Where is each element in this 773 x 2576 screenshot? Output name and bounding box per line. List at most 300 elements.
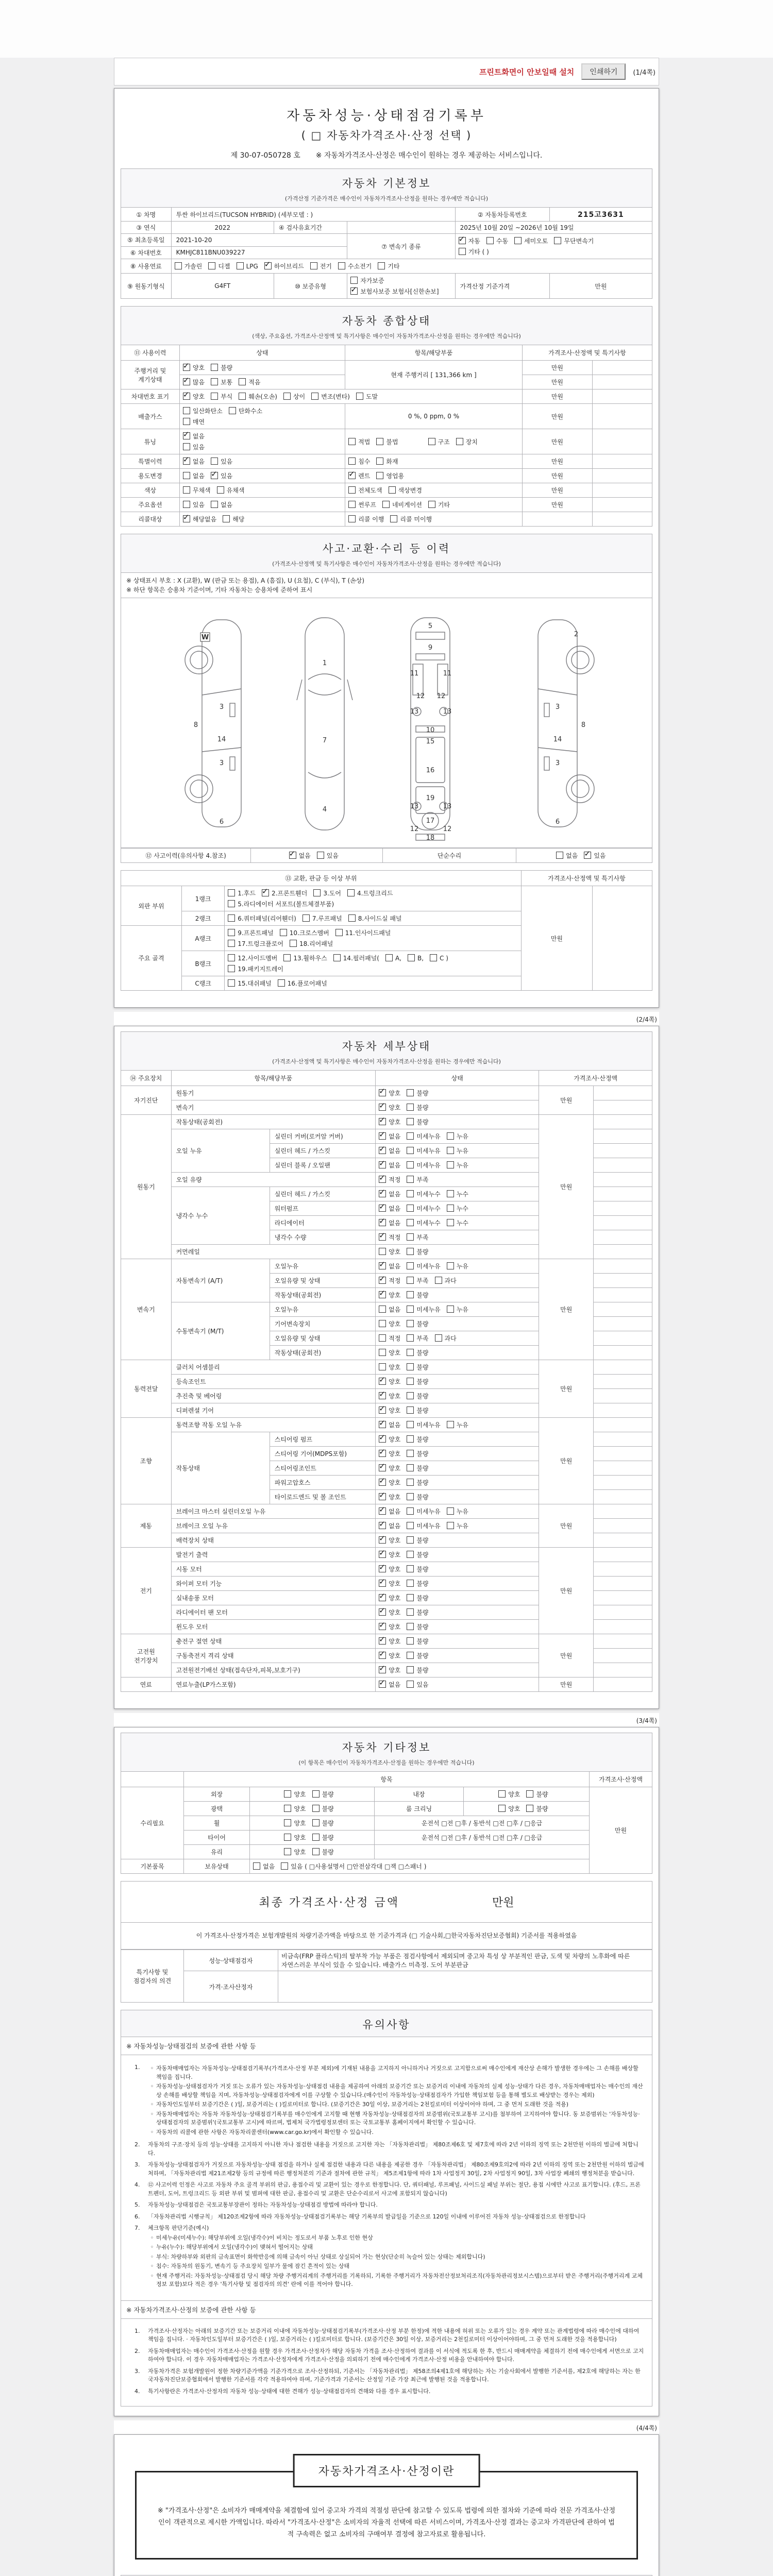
checkbox-option[interactable] xyxy=(284,1790,306,1799)
empty-checkbox-icon[interactable] xyxy=(284,1819,291,1826)
empty-checkbox-icon[interactable] xyxy=(183,443,190,450)
empty-checkbox-icon[interactable] xyxy=(407,1580,414,1587)
empty-checkbox-icon[interactable] xyxy=(447,1147,454,1154)
empty-checkbox-icon[interactable] xyxy=(175,262,182,269)
empty-checkbox-icon[interactable] xyxy=(333,954,341,961)
empty-checkbox-icon[interactable] xyxy=(447,1219,454,1226)
checkbox-option[interactable] xyxy=(447,1132,468,1141)
checkbox-option[interactable] xyxy=(379,1103,400,1112)
checked-checkbox-icon[interactable] xyxy=(379,1233,386,1241)
checkbox-option[interactable] xyxy=(208,262,230,270)
checked-checkbox-icon[interactable] xyxy=(379,1378,386,1385)
empty-checkbox-icon[interactable] xyxy=(447,1132,454,1140)
checkbox-option[interactable] xyxy=(407,1218,440,1227)
empty-checkbox-icon[interactable] xyxy=(407,1320,414,1327)
checkbox-option[interactable] xyxy=(379,1507,400,1516)
checkbox-option[interactable] xyxy=(407,1435,428,1444)
checked-checkbox-icon[interactable] xyxy=(348,472,356,479)
checked-checkbox-icon[interactable] xyxy=(379,1637,386,1645)
checkbox-option[interactable] xyxy=(459,236,480,245)
checkbox-option[interactable] xyxy=(350,287,439,296)
checkbox-option[interactable] xyxy=(347,889,393,897)
checkbox-option[interactable] xyxy=(390,515,432,523)
checked-checkbox-icon[interactable] xyxy=(459,237,466,244)
empty-checkbox-icon[interactable] xyxy=(379,1320,386,1327)
empty-checkbox-icon[interactable] xyxy=(211,457,218,465)
empty-checkbox-icon[interactable] xyxy=(407,1652,414,1659)
checkbox-option[interactable] xyxy=(379,1608,400,1617)
checkbox-option[interactable] xyxy=(379,1305,400,1314)
empty-checkbox-icon[interactable] xyxy=(435,1334,442,1342)
checked-checkbox-icon[interactable] xyxy=(379,1493,386,1500)
empty-checkbox-icon[interactable] xyxy=(486,237,494,244)
checkbox-option[interactable] xyxy=(407,1449,428,1458)
checked-checkbox-icon[interactable] xyxy=(379,1421,386,1428)
checkbox-option[interactable] xyxy=(407,1132,440,1141)
empty-checkbox-icon[interactable] xyxy=(407,1132,414,1140)
empty-checkbox-icon[interactable] xyxy=(447,1161,454,1168)
checked-checkbox-icon[interactable] xyxy=(379,1580,386,1587)
checkbox-option[interactable] xyxy=(348,486,382,495)
empty-checkbox-icon[interactable] xyxy=(223,515,230,522)
checkbox-option[interactable] xyxy=(183,363,205,372)
checkbox-option[interactable] xyxy=(379,1291,400,1299)
empty-checkbox-icon[interactable] xyxy=(385,954,393,961)
checkbox-option[interactable] xyxy=(303,914,342,923)
checkbox-option[interactable] xyxy=(407,1406,428,1415)
checkbox-option[interactable] xyxy=(379,1550,400,1559)
checkbox-option[interactable] xyxy=(407,1089,428,1097)
checkbox-option[interactable] xyxy=(378,262,399,270)
empty-checkbox-icon[interactable] xyxy=(435,1277,442,1284)
checkbox-option[interactable] xyxy=(407,1565,428,1573)
empty-checkbox-icon[interactable] xyxy=(430,954,437,961)
checkbox-option[interactable] xyxy=(556,851,578,860)
checked-checkbox-icon[interactable] xyxy=(183,432,190,439)
checkbox-option[interactable] xyxy=(223,515,244,523)
empty-checkbox-icon[interactable] xyxy=(290,940,297,947)
empty-checkbox-icon[interactable] xyxy=(379,1306,386,1313)
checked-checkbox-icon[interactable] xyxy=(379,1464,386,1471)
install-notice-text[interactable]: 프린트화면이 안보일때 설치 xyxy=(479,67,575,77)
empty-checkbox-icon[interactable] xyxy=(407,1277,414,1284)
checkbox-option[interactable] xyxy=(379,1680,400,1689)
checkbox-option[interactable] xyxy=(290,939,333,948)
checkbox-option[interactable] xyxy=(584,851,606,860)
empty-checkbox-icon[interactable] xyxy=(407,1421,414,1428)
checkbox-option[interactable] xyxy=(183,500,205,509)
empty-checkbox-icon[interactable] xyxy=(407,1147,414,1154)
empty-checkbox-icon[interactable] xyxy=(239,393,246,400)
checkbox-option[interactable] xyxy=(447,1262,468,1270)
checkbox-option[interactable] xyxy=(239,392,277,401)
checkbox-option[interactable] xyxy=(183,392,205,401)
checkbox-option[interactable] xyxy=(456,437,478,446)
checkbox-option[interactable] xyxy=(379,1348,400,1357)
checkbox-option[interactable] xyxy=(379,1666,400,1674)
checkbox-option[interactable] xyxy=(407,1594,428,1602)
checkbox-option[interactable] xyxy=(407,1262,440,1270)
checkbox-option[interactable] xyxy=(407,1146,440,1155)
checkbox-option[interactable] xyxy=(379,1651,400,1660)
checked-checkbox-icon[interactable] xyxy=(379,1652,386,1659)
empty-checkbox-icon[interactable] xyxy=(407,1248,414,1255)
checkbox-option[interactable] xyxy=(211,363,232,372)
checked-checkbox-icon[interactable] xyxy=(379,1132,386,1140)
checked-checkbox-icon[interactable] xyxy=(379,1176,386,1183)
checkbox-option[interactable] xyxy=(382,500,422,509)
empty-checkbox-icon[interactable] xyxy=(407,1594,414,1601)
checkbox-option[interactable] xyxy=(237,262,258,270)
empty-checkbox-icon[interactable] xyxy=(407,1637,414,1645)
empty-checkbox-icon[interactable] xyxy=(280,929,287,936)
empty-checkbox-icon[interactable] xyxy=(183,418,190,425)
checkbox-option[interactable] xyxy=(407,1420,440,1429)
checkbox-option[interactable] xyxy=(407,1276,428,1285)
empty-checkbox-icon[interactable] xyxy=(379,1363,386,1370)
checked-checkbox-icon[interactable] xyxy=(183,364,190,371)
checkbox-option[interactable] xyxy=(379,1435,400,1444)
empty-checkbox-icon[interactable] xyxy=(379,1349,386,1356)
empty-checkbox-icon[interactable] xyxy=(312,1848,320,1855)
checkbox-option[interactable] xyxy=(335,928,391,937)
empty-checkbox-icon[interactable] xyxy=(498,1805,506,1812)
empty-checkbox-icon[interactable] xyxy=(356,393,363,400)
checkbox-option[interactable] xyxy=(379,1493,400,1501)
checkbox-option[interactable] xyxy=(280,928,329,937)
empty-checkbox-icon[interactable] xyxy=(382,501,390,508)
checkbox-option[interactable] xyxy=(348,515,384,523)
checkbox-option[interactable] xyxy=(498,1790,520,1799)
checkbox-option[interactable] xyxy=(379,1406,400,1415)
empty-checkbox-icon[interactable] xyxy=(407,1479,414,1486)
checkbox-option[interactable] xyxy=(348,471,370,480)
checkbox-option[interactable] xyxy=(379,1536,400,1545)
empty-checkbox-icon[interactable] xyxy=(407,1623,414,1630)
checkbox-option[interactable] xyxy=(379,1146,400,1155)
checkbox-option[interactable] xyxy=(408,954,424,962)
checkbox-option[interactable] xyxy=(379,1377,400,1386)
checkbox-option[interactable] xyxy=(447,1521,468,1530)
checkbox-option[interactable] xyxy=(447,1146,468,1155)
checkbox-option[interactable] xyxy=(379,1117,400,1126)
checkbox-option[interactable] xyxy=(447,1420,468,1429)
checkbox-option[interactable] xyxy=(498,1804,520,1813)
checked-checkbox-icon[interactable] xyxy=(379,1147,386,1154)
empty-checkbox-icon[interactable] xyxy=(447,1205,454,1212)
checked-checkbox-icon[interactable] xyxy=(379,1291,386,1298)
checkbox-option[interactable] xyxy=(407,1651,428,1660)
checkbox-option[interactable] xyxy=(407,1521,440,1530)
checkbox-option[interactable] xyxy=(379,1204,400,1213)
checkbox-option[interactable] xyxy=(350,276,384,285)
checked-checkbox-icon[interactable] xyxy=(379,1277,386,1284)
checkbox-option[interactable] xyxy=(385,954,401,962)
empty-checkbox-icon[interactable] xyxy=(407,1219,414,1226)
empty-checkbox-icon[interactable] xyxy=(338,262,345,269)
checkbox-option[interactable] xyxy=(407,1666,428,1674)
empty-checkbox-icon[interactable] xyxy=(408,954,415,961)
checkbox-option[interactable] xyxy=(356,392,378,401)
checked-checkbox-icon[interactable] xyxy=(379,1608,386,1616)
checkbox-option[interactable] xyxy=(262,889,307,897)
checked-checkbox-icon[interactable] xyxy=(262,889,269,896)
checkbox-option[interactable] xyxy=(447,1204,468,1213)
empty-checkbox-icon[interactable] xyxy=(228,889,235,896)
checkbox-option[interactable] xyxy=(407,1478,428,1487)
checkbox-option[interactable] xyxy=(379,1190,400,1198)
checkbox-option[interactable] xyxy=(379,1247,400,1256)
empty-checkbox-icon[interactable] xyxy=(407,1681,414,1688)
checked-checkbox-icon[interactable] xyxy=(379,1392,386,1399)
checked-checkbox-icon[interactable] xyxy=(379,1190,386,1197)
checked-checkbox-icon[interactable] xyxy=(379,1594,386,1601)
checkbox-option[interactable] xyxy=(313,889,341,897)
empty-checkbox-icon[interactable] xyxy=(253,1862,260,1870)
empty-checkbox-icon[interactable] xyxy=(526,1805,533,1812)
checkbox-option[interactable] xyxy=(407,1161,440,1170)
checkbox-option[interactable] xyxy=(407,1103,428,1112)
empty-checkbox-icon[interactable] xyxy=(447,1507,454,1515)
checked-checkbox-icon[interactable] xyxy=(264,262,272,269)
checkbox-option[interactable] xyxy=(379,1334,400,1343)
empty-checkbox-icon[interactable] xyxy=(239,378,246,385)
checked-checkbox-icon[interactable] xyxy=(211,472,218,479)
empty-checkbox-icon[interactable] xyxy=(348,457,356,465)
empty-checkbox-icon[interactable] xyxy=(348,438,356,445)
empty-checkbox-icon[interactable] xyxy=(312,1819,320,1826)
empty-checkbox-icon[interactable] xyxy=(407,1507,414,1515)
empty-checkbox-icon[interactable] xyxy=(459,248,466,255)
checkbox-option[interactable] xyxy=(407,1507,440,1516)
empty-checkbox-icon[interactable] xyxy=(456,438,463,445)
empty-checkbox-icon[interactable] xyxy=(428,501,435,508)
checkbox-option[interactable] xyxy=(379,1363,400,1371)
checkbox-option[interactable] xyxy=(310,262,332,270)
empty-checkbox-icon[interactable] xyxy=(228,940,235,947)
checkbox-option[interactable] xyxy=(284,1819,306,1827)
empty-checkbox-icon[interactable] xyxy=(229,407,236,414)
empty-checkbox-icon[interactable] xyxy=(211,364,218,371)
checkbox-option[interactable] xyxy=(407,1319,428,1328)
empty-checkbox-icon[interactable] xyxy=(312,1834,320,1841)
checkbox-option[interactable] xyxy=(183,471,205,480)
empty-checkbox-icon[interactable] xyxy=(350,277,358,284)
checked-checkbox-icon[interactable] xyxy=(584,852,591,859)
checkbox-option[interactable] xyxy=(486,236,508,245)
checkbox-option[interactable] xyxy=(379,1565,400,1573)
checkbox-option[interactable] xyxy=(228,939,283,948)
empty-checkbox-icon[interactable] xyxy=(514,237,522,244)
checkbox-option[interactable] xyxy=(228,964,283,973)
checkbox-option[interactable] xyxy=(379,1233,400,1242)
checkbox-option[interactable] xyxy=(379,1132,400,1141)
checkbox-option[interactable] xyxy=(447,1305,468,1314)
checkbox-option[interactable] xyxy=(407,1204,440,1213)
checkbox-option[interactable] xyxy=(211,471,232,480)
checked-checkbox-icon[interactable] xyxy=(379,1565,386,1572)
empty-checkbox-icon[interactable] xyxy=(376,472,383,479)
checkbox-option[interactable] xyxy=(407,1348,428,1357)
checkbox-option[interactable] xyxy=(264,262,304,270)
empty-checkbox-icon[interactable] xyxy=(447,1421,454,1428)
checked-checkbox-icon[interactable] xyxy=(379,1435,386,1443)
checked-checkbox-icon[interactable] xyxy=(379,1406,386,1414)
checkbox-option[interactable] xyxy=(459,247,489,256)
checkbox-option[interactable] xyxy=(312,1848,334,1856)
checkbox-option[interactable] xyxy=(253,1862,275,1871)
checkbox-option[interactable] xyxy=(312,1819,334,1827)
checkbox-option[interactable] xyxy=(379,1594,400,1602)
empty-checkbox-icon[interactable] xyxy=(228,914,235,922)
checkbox-option[interactable] xyxy=(407,1291,428,1299)
empty-checkbox-icon[interactable] xyxy=(237,262,244,269)
checkbox-option[interactable] xyxy=(228,914,296,923)
empty-checkbox-icon[interactable] xyxy=(407,1161,414,1168)
empty-checkbox-icon[interactable] xyxy=(407,1378,414,1385)
checkbox-option[interactable] xyxy=(379,1579,400,1588)
checkbox-option[interactable] xyxy=(348,457,370,466)
checkbox-option[interactable] xyxy=(435,1334,457,1343)
checkbox-option[interactable] xyxy=(183,432,205,440)
empty-checkbox-icon[interactable] xyxy=(228,929,235,936)
checkbox-option[interactable] xyxy=(228,900,334,908)
empty-checkbox-icon[interactable] xyxy=(447,1262,454,1269)
checkbox-option[interactable] xyxy=(435,1276,457,1285)
checkbox-option[interactable] xyxy=(317,851,339,860)
checked-checkbox-icon[interactable] xyxy=(379,1118,386,1125)
checkbox-option[interactable] xyxy=(283,392,305,401)
checkbox-option[interactable] xyxy=(407,1363,428,1371)
empty-checkbox-icon[interactable] xyxy=(311,393,318,400)
empty-checkbox-icon[interactable] xyxy=(379,1248,386,1255)
empty-checkbox-icon[interactable] xyxy=(283,954,291,961)
empty-checkbox-icon[interactable] xyxy=(183,472,190,479)
checkbox-option[interactable] xyxy=(228,979,271,988)
checkbox-option[interactable] xyxy=(407,1637,428,1646)
empty-checkbox-icon[interactable] xyxy=(407,1363,414,1370)
empty-checkbox-icon[interactable] xyxy=(447,1190,454,1197)
empty-checkbox-icon[interactable] xyxy=(312,1805,320,1812)
checkbox-option[interactable] xyxy=(379,1478,400,1487)
empty-checkbox-icon[interactable] xyxy=(407,1450,414,1457)
checkbox-option[interactable] xyxy=(407,1608,428,1617)
empty-checkbox-icon[interactable] xyxy=(407,1176,414,1183)
empty-checkbox-icon[interactable] xyxy=(284,1790,291,1798)
checkbox-option[interactable] xyxy=(407,1233,428,1242)
checkbox-option[interactable] xyxy=(407,1622,428,1631)
empty-checkbox-icon[interactable] xyxy=(407,1536,414,1544)
empty-checkbox-icon[interactable] xyxy=(407,1089,414,1096)
checked-checkbox-icon[interactable] xyxy=(379,1262,386,1269)
checked-checkbox-icon[interactable] xyxy=(379,1681,386,1688)
checked-checkbox-icon[interactable] xyxy=(379,1089,386,1096)
checked-checkbox-icon[interactable] xyxy=(379,1536,386,1544)
empty-checkbox-icon[interactable] xyxy=(390,515,397,522)
checkbox-option[interactable] xyxy=(554,236,594,245)
empty-checkbox-icon[interactable] xyxy=(407,1118,414,1125)
empty-checkbox-icon[interactable] xyxy=(428,438,435,445)
checkbox-option[interactable] xyxy=(379,1420,400,1429)
checked-checkbox-icon[interactable] xyxy=(379,1522,386,1529)
checkbox-option[interactable] xyxy=(211,457,232,466)
checkbox-option[interactable] xyxy=(526,1790,548,1799)
empty-checkbox-icon[interactable] xyxy=(556,852,563,859)
empty-checkbox-icon[interactable] xyxy=(407,1392,414,1399)
checkbox-option[interactable] xyxy=(278,979,327,988)
empty-checkbox-icon[interactable] xyxy=(211,393,218,400)
empty-checkbox-icon[interactable] xyxy=(183,501,190,508)
empty-checkbox-icon[interactable] xyxy=(310,262,317,269)
checkbox-option[interactable] xyxy=(183,457,205,466)
empty-checkbox-icon[interactable] xyxy=(407,1406,414,1414)
checkbox-option[interactable] xyxy=(430,954,448,962)
checkbox-option[interactable] xyxy=(407,1493,428,1501)
checked-checkbox-icon[interactable] xyxy=(379,1219,386,1226)
checkbox-option[interactable] xyxy=(183,378,205,386)
checkbox-option[interactable] xyxy=(183,486,211,495)
checked-checkbox-icon[interactable] xyxy=(379,1205,386,1212)
empty-checkbox-icon[interactable] xyxy=(348,515,356,522)
checked-checkbox-icon[interactable] xyxy=(379,1666,386,1673)
checkbox-option[interactable] xyxy=(239,378,260,386)
checkbox-option[interactable] xyxy=(281,1862,426,1871)
checkbox-option[interactable] xyxy=(229,406,262,415)
empty-checkbox-icon[interactable] xyxy=(228,954,235,961)
empty-checkbox-icon[interactable] xyxy=(376,457,383,465)
checkbox-option[interactable] xyxy=(407,1117,428,1126)
checkbox-option[interactable] xyxy=(407,1190,440,1198)
empty-checkbox-icon[interactable] xyxy=(376,438,383,445)
checked-checkbox-icon[interactable] xyxy=(350,287,358,295)
empty-checkbox-icon[interactable] xyxy=(407,1205,414,1212)
checkbox-option[interactable] xyxy=(338,262,372,270)
checkbox-option[interactable] xyxy=(348,500,376,509)
checkbox-option[interactable] xyxy=(283,954,327,962)
checkbox-option[interactable] xyxy=(348,437,370,446)
checkbox-option[interactable] xyxy=(284,1848,306,1856)
empty-checkbox-icon[interactable] xyxy=(407,1306,414,1313)
checkbox-option[interactable] xyxy=(211,392,232,401)
checkbox-option[interactable] xyxy=(379,1161,400,1170)
checkbox-option[interactable] xyxy=(289,851,311,860)
checkbox-option[interactable] xyxy=(183,443,205,451)
checkbox-option[interactable] xyxy=(407,1536,428,1545)
empty-checkbox-icon[interactable] xyxy=(303,914,310,922)
empty-checkbox-icon[interactable] xyxy=(228,979,235,987)
checkbox-option[interactable] xyxy=(379,1276,400,1285)
checked-checkbox-icon[interactable] xyxy=(183,378,190,385)
empty-checkbox-icon[interactable] xyxy=(348,914,356,922)
empty-checkbox-icon[interactable] xyxy=(389,486,396,494)
empty-checkbox-icon[interactable] xyxy=(498,1790,506,1798)
checkbox-option[interactable] xyxy=(379,1089,400,1097)
checkbox-option[interactable] xyxy=(447,1218,468,1227)
checkbox-option[interactable] xyxy=(379,1175,400,1184)
checkbox-option[interactable] xyxy=(447,1507,468,1516)
empty-checkbox-icon[interactable] xyxy=(407,1349,414,1356)
checked-checkbox-icon[interactable] xyxy=(379,1104,386,1111)
checked-checkbox-icon[interactable] xyxy=(379,1551,386,1558)
empty-checkbox-icon[interactable] xyxy=(407,1551,414,1558)
checkbox-option[interactable] xyxy=(311,392,350,401)
checkbox-option[interactable] xyxy=(407,1680,428,1689)
checkbox-option[interactable] xyxy=(379,1449,400,1458)
empty-checkbox-icon[interactable] xyxy=(348,486,356,494)
checkbox-option[interactable] xyxy=(379,1319,400,1328)
checkbox-option[interactable] xyxy=(428,437,450,446)
checkbox-option[interactable] xyxy=(228,954,277,962)
